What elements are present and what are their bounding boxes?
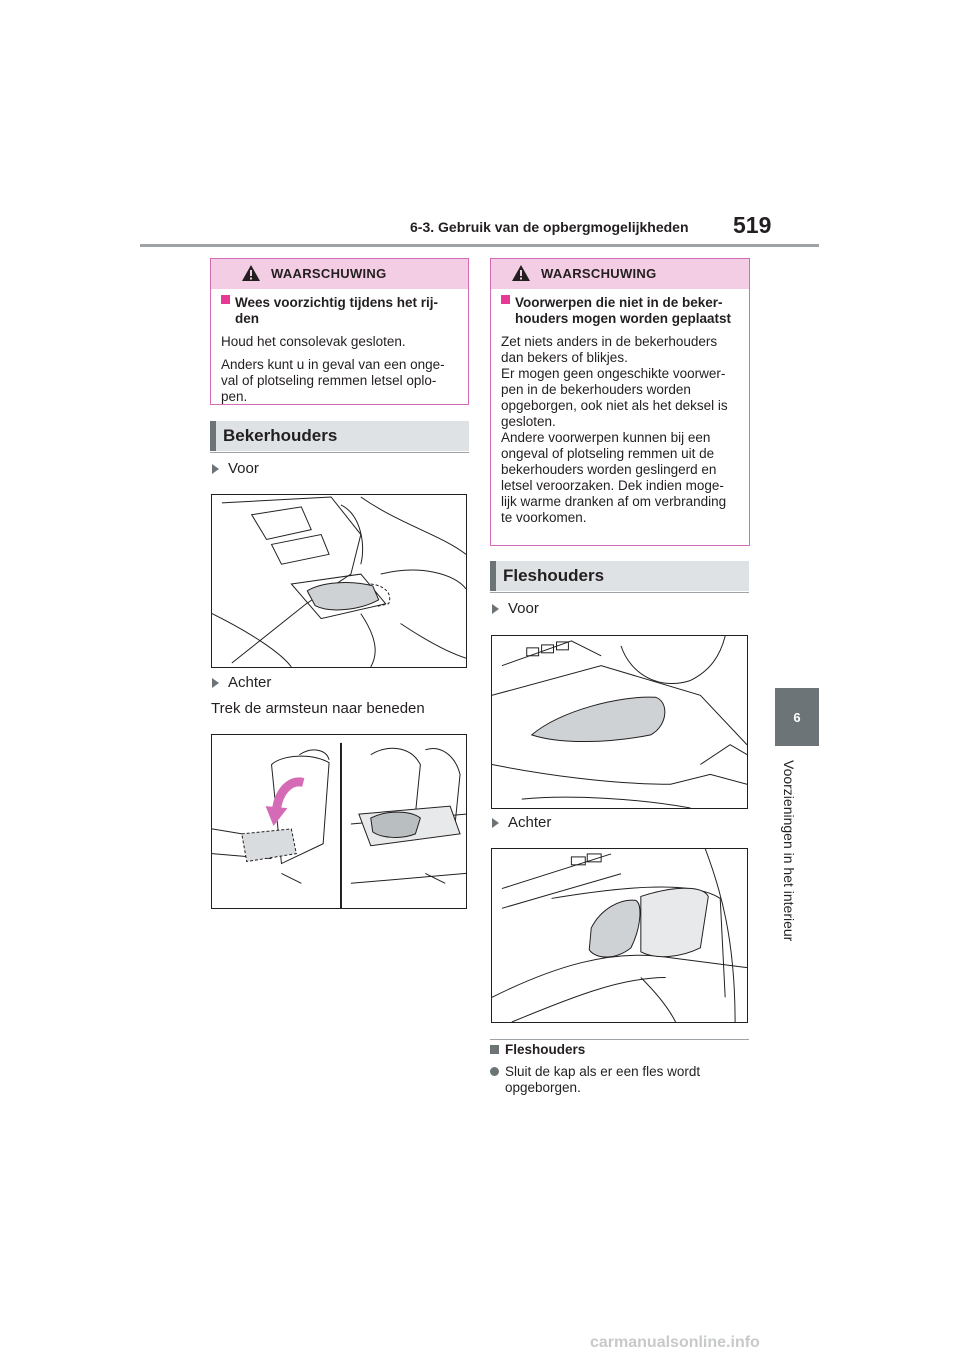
warning-label: WAARSCHUWING	[541, 266, 657, 281]
warning-header	[211, 259, 468, 289]
square-bullet-icon	[490, 1045, 499, 1054]
chapter-number-tab: 6	[775, 688, 819, 746]
note-item: Sluit de kap als er een fles wordt opgeborgen.	[490, 1064, 740, 1096]
warning-heading: Wees voorzichtig tijdens het rij-den	[221, 295, 458, 327]
section-heading: 6-3. Gebruik van de opbergmogelijkheden	[410, 219, 689, 235]
warning-triangle-icon	[241, 264, 261, 282]
warning-paragraph: Anders kunt u in geval van een onge-val of plotseling remmen letsel oplo-pen.	[221, 357, 445, 404]
list-item-voor: Voor	[492, 600, 539, 617]
section-rule	[210, 452, 469, 453]
list-item-achter: Achter	[492, 814, 551, 831]
list-item-voor: Voor	[212, 460, 259, 477]
warning-heading: Voorwerpen die niet in de beker-houders mogen worden geplaatst	[501, 295, 739, 327]
note-rule	[490, 1039, 749, 1040]
page-number: 519	[733, 212, 772, 238]
warning-header	[491, 259, 749, 289]
watermark-footer: carmanualsonline.info	[590, 1334, 760, 1351]
figure-rear-bottleholder	[491, 848, 748, 1023]
note-heading: Fleshouders	[490, 1042, 585, 1057]
arrow-bullet-icon	[212, 678, 219, 688]
square-bullet-icon	[501, 295, 510, 304]
instruction-text: Trek de armsteun naar beneden	[211, 700, 425, 717]
warning-triangle-icon	[511, 264, 531, 282]
arrow-bullet-icon	[212, 464, 219, 474]
chapter-title-text: Voorzieningen in het interieur	[781, 760, 797, 942]
header-divider	[140, 244, 819, 247]
warning-label: WAARSCHUWING	[271, 266, 387, 281]
warning-paragraph: Er mogen geen ongeschikte voorwer-pen in de bekerhouders worden opgeborgen, ook niet als het deksel is gesloten.	[501, 366, 728, 429]
warning-box-right	[490, 258, 750, 546]
warning-paragraph: Houd het consolevak gesloten.	[221, 334, 406, 349]
arrow-bullet-icon	[492, 818, 499, 828]
chapter-title	[770, 760, 824, 960]
arrow-bullet-icon	[492, 604, 499, 614]
figure-rear-cupholder	[211, 734, 467, 909]
round-bullet-icon	[490, 1067, 499, 1076]
figure-front-bottleholder	[491, 635, 748, 809]
section-title-fleshouders: Fleshouders	[490, 561, 749, 591]
warning-paragraph: Zet niets anders in de bekerhouders dan bekers of blikjes.	[501, 334, 718, 365]
list-item-achter: Achter	[212, 674, 271, 691]
section-title-bekerhouders: Bekerhouders	[210, 421, 469, 451]
warning-box-left	[210, 258, 469, 405]
warning-paragraph: Andere voorwerpen kunnen bij een ongeval of plotseling remmen uit de bekerhouders worden geslingerd en letsel veroorzaken. Dek indien moge-lijk warme dranken af om verbranding te voorkomen.	[501, 430, 727, 525]
square-bullet-icon	[221, 295, 230, 304]
figure-front-cupholder	[211, 494, 467, 668]
section-rule	[490, 592, 749, 593]
